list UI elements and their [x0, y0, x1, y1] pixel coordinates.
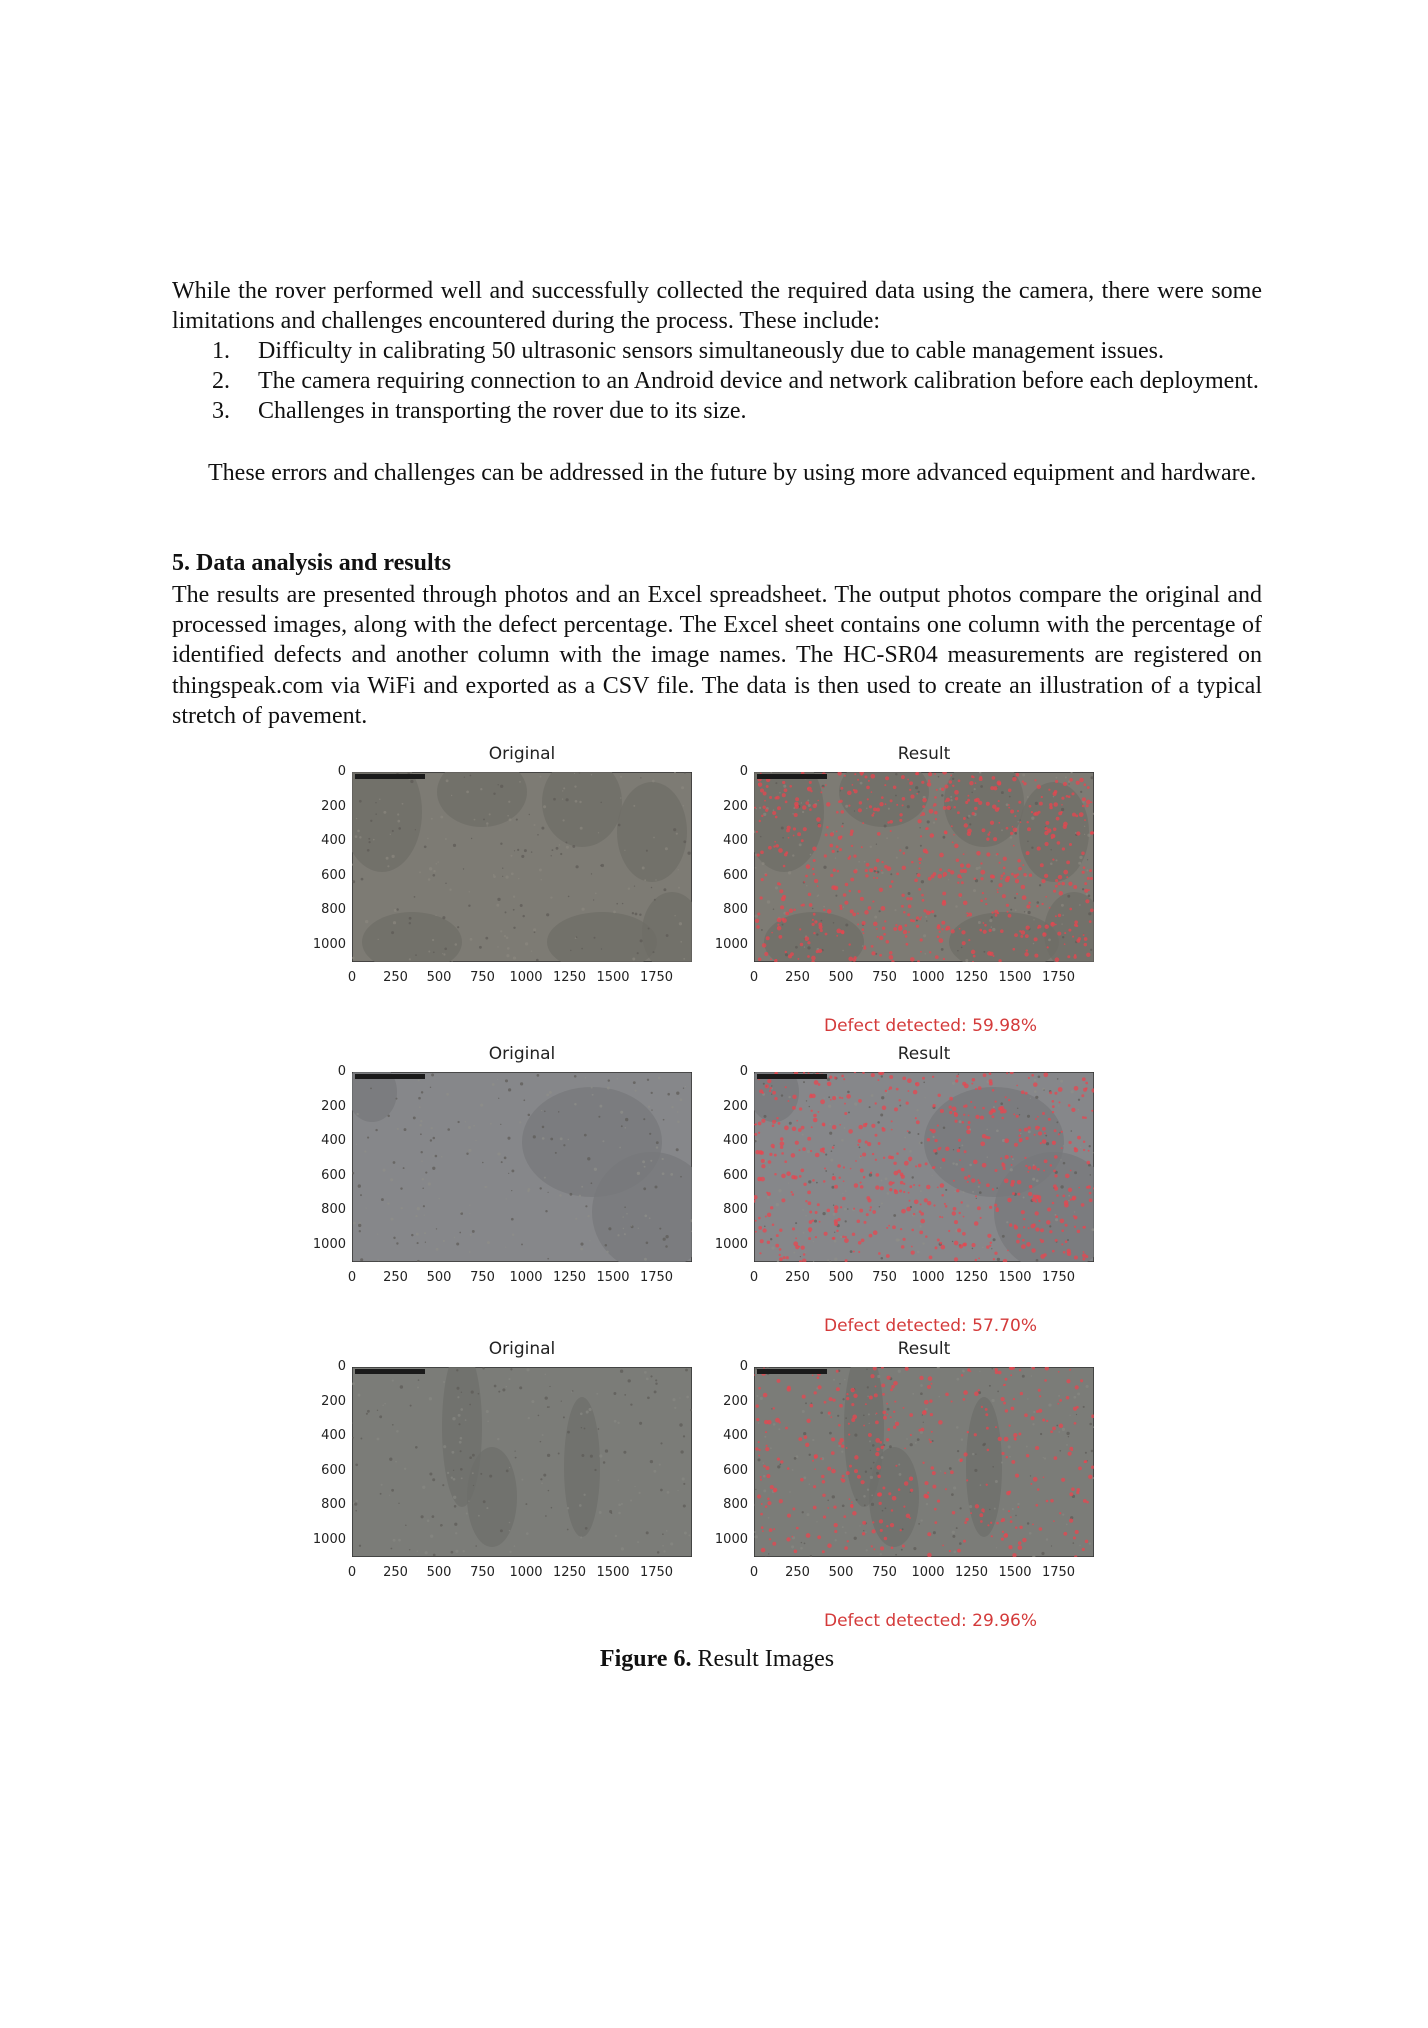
x-tick-label: 500: [828, 1565, 854, 1580]
original-pavement-image: [352, 1072, 692, 1262]
x-tick-label: 1500: [998, 1270, 1032, 1285]
y-tick-label: 1000: [714, 1531, 748, 1547]
x-tick-label: 1250: [552, 970, 587, 985]
y-tick-label: 400: [321, 833, 346, 848]
result-images-figure: [300, 728, 1120, 1648]
y-tick-label: 800: [723, 1497, 748, 1512]
y-tick-label: 0: [337, 764, 346, 779]
figure-caption: Figure 6. Result Images: [599, 1646, 835, 1672]
x-tick-label: 0: [749, 1270, 759, 1285]
y-tick-label: 400: [723, 833, 748, 848]
y-tick-label: 0: [739, 1064, 748, 1079]
x-tick-label: 1000: [911, 1270, 945, 1285]
x-tick-label: 250: [383, 1565, 408, 1580]
y-tick-label: 1000: [312, 1531, 346, 1547]
y-tick-label: 800: [321, 902, 346, 917]
x-tick-label: 750: [872, 1565, 897, 1580]
list-item: 2. The camera requiring connection to an Android device and network calibration before each deployment.: [212, 368, 1259, 395]
x-tick-label: 1250: [954, 1565, 989, 1580]
y-tick-label: 0: [337, 1359, 346, 1374]
x-tick-label: 1250: [954, 1270, 989, 1285]
y-tick-label: 200: [321, 798, 346, 814]
x-tick-label: 500: [426, 1565, 452, 1580]
x-tick-label: 750: [872, 970, 897, 985]
y-tick-label: 600: [723, 1462, 748, 1478]
y-tick-label: 600: [723, 867, 748, 883]
y-tick-label: 400: [723, 1133, 748, 1148]
x-tick-label: 500: [426, 1270, 452, 1285]
y-tick-label: 600: [723, 1167, 748, 1183]
x-tick-label: 1250: [552, 1270, 587, 1285]
x-tick-label: 1500: [596, 970, 630, 985]
original-title: Original: [488, 1339, 556, 1359]
x-tick-label: 750: [470, 1565, 495, 1580]
x-tick-label: 1750: [639, 1565, 674, 1580]
defect-percentage: Defect detected: 29.96%: [824, 1611, 1037, 1631]
x-tick-label: 1000: [911, 970, 945, 985]
y-tick-label: 200: [321, 1393, 346, 1409]
y-tick-label: 600: [321, 1167, 346, 1183]
y-tick-label: 1000: [312, 936, 346, 952]
x-tick-label: 1500: [596, 1565, 630, 1580]
y-tick-label: 0: [337, 1064, 346, 1079]
y-tick-label: 400: [723, 1428, 748, 1443]
result-pavement-image: [754, 1367, 1094, 1557]
original-pavement-image: [352, 772, 692, 962]
original-pavement-image: [352, 1367, 692, 1557]
section-body: The results are presented through photos and an Excel spreadsheet. The output photos compare the original and processed images, along with the defect percentage. The Excel sheet contains one column with the percentage of identified defects and another column with the image names. The HC-SR04 measurements are registered on thingspeak.com via WiFi and exported as a CSV file. The data is then used to create an illustration of a typical stretch of pavement.: [172, 582, 1262, 729]
x-tick-label: 250: [383, 1270, 408, 1285]
result-title: Result: [897, 1339, 951, 1359]
y-tick-label: 800: [723, 902, 748, 917]
x-tick-label: 1250: [954, 970, 989, 985]
x-tick-label: 1750: [1041, 1565, 1076, 1580]
result-pavement-image: [754, 772, 1094, 962]
x-tick-label: 0: [347, 1565, 357, 1580]
y-tick-label: 0: [739, 1359, 748, 1374]
list-item: 1. Difficulty in calibrating 50 ultrasonic sensors simultaneously due to cable management issues.: [212, 338, 1165, 364]
result-title: Result: [897, 1044, 951, 1064]
y-tick-label: 800: [321, 1202, 346, 1217]
result-pavement-image: [754, 1072, 1094, 1262]
y-tick-label: 1000: [312, 1236, 346, 1252]
section-heading: 5. Data analysis and results: [172, 550, 451, 576]
y-tick-label: 400: [321, 1133, 346, 1148]
y-tick-label: 800: [321, 1497, 346, 1512]
limitations-list: [172, 336, 1262, 427]
x-tick-label: 250: [785, 970, 810, 985]
x-tick-label: 500: [426, 970, 452, 985]
defect-percentage: Defect detected: 59.98%: [824, 1016, 1037, 1036]
x-tick-label: 500: [828, 970, 854, 985]
closing-paragraph: These errors and challenges can be addressed in the future by using more advanced equipment and hardware.: [208, 460, 1257, 486]
x-tick-label: 750: [872, 1270, 897, 1285]
x-tick-label: 0: [749, 970, 759, 985]
x-tick-label: 1250: [552, 1565, 587, 1580]
x-tick-label: 1000: [509, 1270, 543, 1285]
x-tick-label: 1750: [1041, 1270, 1076, 1285]
x-tick-label: 250: [383, 970, 408, 985]
x-tick-label: 0: [347, 970, 357, 985]
list-item: 3. Challenges in transporting the rover due to its size.: [212, 398, 747, 425]
x-tick-label: 1750: [639, 970, 674, 985]
x-tick-label: 0: [347, 1270, 357, 1285]
y-tick-label: 200: [723, 1393, 748, 1409]
x-tick-label: 250: [785, 1565, 810, 1580]
intro-paragraph: While the rover performed well and successfully collected the required data using the camera, there were some limitations and challenges encountered during the process. These include:: [172, 278, 1262, 335]
x-tick-label: 750: [470, 1270, 495, 1285]
x-tick-label: 0: [749, 1565, 759, 1580]
x-tick-label: 1500: [596, 1270, 630, 1285]
x-tick-label: 1000: [509, 1565, 543, 1580]
x-tick-label: 1000: [911, 1565, 945, 1580]
x-tick-label: 750: [470, 970, 495, 985]
original-title: Original: [488, 1044, 556, 1064]
x-tick-label: 1500: [998, 970, 1032, 985]
y-tick-label: 600: [321, 867, 346, 883]
x-tick-label: 500: [828, 1270, 854, 1285]
x-tick-label: 1500: [998, 1565, 1032, 1580]
y-tick-label: 1000: [714, 1236, 748, 1252]
defect-percentage: Defect detected: 57.70%: [824, 1316, 1037, 1336]
x-tick-label: 1750: [639, 1270, 674, 1285]
y-tick-label: 800: [723, 1202, 748, 1217]
y-tick-label: 200: [723, 798, 748, 814]
original-title: Original: [488, 744, 556, 764]
x-tick-label: 1750: [1041, 970, 1076, 985]
y-tick-label: 1000: [714, 936, 748, 952]
y-tick-label: 200: [723, 1098, 748, 1114]
y-tick-label: 400: [321, 1428, 346, 1443]
y-tick-label: 200: [321, 1098, 346, 1114]
x-tick-label: 250: [785, 1270, 810, 1285]
x-tick-label: 1000: [509, 970, 543, 985]
result-title: Result: [897, 744, 951, 764]
y-tick-label: 0: [739, 764, 748, 779]
y-tick-label: 600: [321, 1462, 346, 1478]
